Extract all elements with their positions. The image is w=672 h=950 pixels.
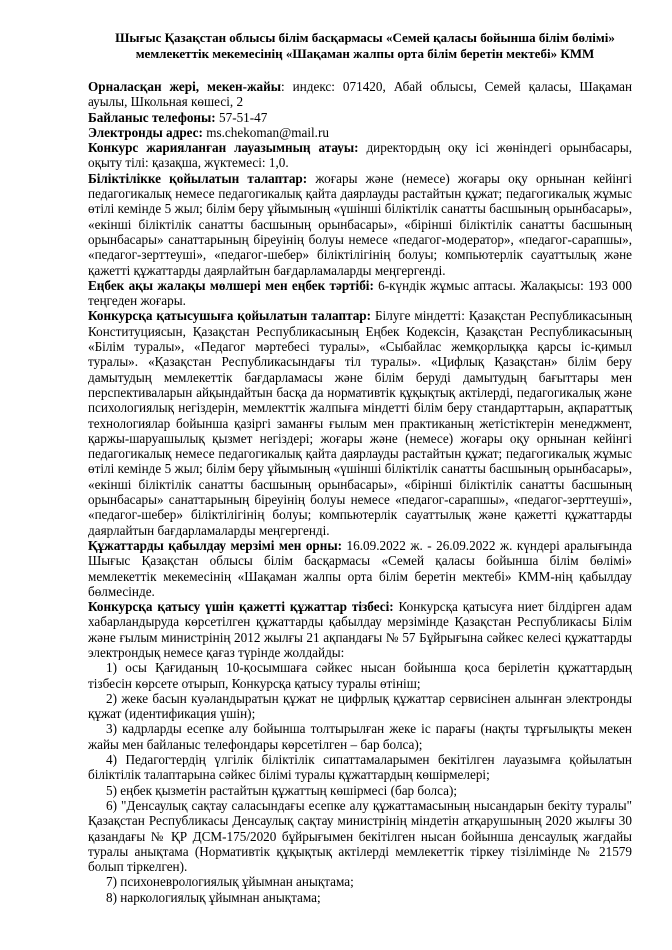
title-line-2: мемлекеттік мекемесінің «Шақаман жалпы орта білім беретін мектебі» КММ xyxy=(135,45,595,61)
list-item: 3) кадрларды есепке алу бойынша толтырылған жеке іс парағы (нақты тұрғылықты мекен жайы мен байланыс телефондары көрсетілген – бар болса); xyxy=(88,721,632,752)
field-email xyxy=(88,125,632,140)
field-label: Конкурсқа қатысу үшін қажетті құжаттар тізбесі: xyxy=(88,599,394,615)
field-value: : индекс: 071420, Абай облысы, Семей қаласы, Шақаман ауылы, Школьная көшесі, 2 xyxy=(88,79,633,110)
field-label: Құжаттарды қабылдау мерзімі мен орны: xyxy=(88,537,343,553)
field-label: Конкурсқа қатысушыға қойылатын талаптар: xyxy=(88,308,372,324)
list-item: 1) осы Қағиданың 10-қосымшаға сәйкес нысан бойынша қоса берілетін құжаттардың тізбесін көрсете отырып, Конкурсқа қатысу туралы өтініш; xyxy=(88,660,632,691)
list-item: 4) Педагогтердің үлгілік біліктілік сипаттамаларымен бекітілген лауазымға қойылатын біліктілік талаптарына сәйкес білімі туралы құжаттардың көшірмелері; xyxy=(88,752,632,783)
field-documents xyxy=(88,599,632,660)
list-item: 6) "Денсаулық сақтау саласындағы есепке алу құжаттамасының нысандарын бекіту туралы" Қазақстан Республикасы Денсаулық сақтау министрінің міндетін атқарушының 2020 жылғы 30 қазандағы № ҚР ДСМ-175/2020 бұйрығымен бекітілген нысан бойынша денсаулық жағдайы туралы анықтама (Нормативтік құқықтық актілерді мемлекеттік тіркеу тізілімінде № 21579 болып тіркелген). xyxy=(88,797,632,875)
list-item: 8) наркологиялық ұйымнан анықтама; xyxy=(106,889,321,905)
field-label: Конкурс жарияланған лауазымның атауы: xyxy=(88,140,359,156)
document-title xyxy=(88,30,642,61)
field-value: 16.09.2022 ж. - 26.09.2022 ж. күндері аралығында Шығыс Қазақстан облысы білім басқармасы «Семей қаласы бойынша білім бөлімі» мемлекеттік мекемесінің «Шақаман жалпы орта білім беретін мектебі» КММ-нің қабылдау бөлмесінде. xyxy=(88,537,632,599)
field-value: жоғары және (немесе) жоғары оқу орнынан кейінгі педагогикалық немесе педагогикалық қайта даярлауды растайтын құжат; педагогикалық жұмыс өтілі кемінде 5 жыл; білім беру ұйымының «үшінші біліктілік санатты басшының орынбасары», «екінші біліктілік санатты басшының орынбасары», «бірінші біліктілік санатты басшының орынбасары» санаттарының біреуінің болуы немесе «педагог-модератор», «педагог-сарапшы», «педагог-зерттеуші», «педагог-шебер» біліктілігінің болуы; компьютерлік сауаттылық және қажетті құжаттарды даярлайтын бағдарламаларды меңгергенді. xyxy=(88,170,632,278)
list-item: 7) психоневрологиялық ұйымнан анықтама; xyxy=(106,874,354,890)
field-address xyxy=(88,79,632,110)
field-value: 6-күндік жұмыс аптасы. Жалақысы: 193 000 теңгеден жоғары. xyxy=(88,277,632,309)
title-line-1: Шығыс Қазақстан облысы білім басқармасы «Семей қаласы бойынша білім бөлімі» xyxy=(115,30,615,45)
field-value: директордың оқу ісі жөніндегі орынбасары, оқыту тілі: қазақша, жүктемесі: 1,0. xyxy=(88,140,632,171)
field-qualification xyxy=(88,171,632,278)
field-position xyxy=(88,140,632,171)
field-value: Конкурсқа қатысуға ниет білдірген адам хабарландыруда көрсетілген құжаттарды қабылдау мерзімінде Қазақстан Республикасы Білім және ғылым министрінің 2012 жылғы 21 ақпандағы № 57 Бұйрығына сәйкес келесі құжаттарды электрондық немесе қағаз түрінде жолдайды: xyxy=(88,599,632,660)
list-item: 2) жеке басын куәландыратын құжат не цифрлық құжаттар сервисінен алынған электронды құжат (идентификация үшін); xyxy=(88,690,632,722)
field-label: Еңбек ақы жалақы мөлшері мен еңбек тәртібі: xyxy=(88,277,374,293)
field-deadline xyxy=(88,538,632,599)
field-phone xyxy=(88,110,632,125)
field-value: ms.chekoman@mail.ru xyxy=(202,124,329,140)
field-label: Байланыс телефоны: xyxy=(88,109,216,125)
field-salary xyxy=(88,278,632,309)
field-label: Орналасқан жері, мекен-жайы xyxy=(88,79,282,94)
field-label: Біліктілікке қойылатын талаптар: xyxy=(88,170,308,186)
field-value: Білуге міндетті: Қазақстан Республикасының Конституциясын, Қазақстан Республикасының Еңбек Кодексін, Қазақстан Республикасының «Білім туралы», «Педагог мәртебесі туралы», «Сыбайлас жемқорлыққа қарсы іс-қимыл туралы». «Қазақстан Республикасындағы тіл туралы». «Цифлық Қазақстан» білім беру дамытудың мемлекеттік бағдарламасы және білім беруді дамытудың бағыттары мен перспективаларын айқындайтын басқа да нормативтік құқықтық актілерді, педагогикалық және психологиялық негіздерін, мемлекттік жалпыға міндетті білім беру стандарттарын, ақпараттық технологиялар бойынша қазіргі заманғы ғылым мен практиканың жетістіктерін менеджмент, қаржы-шаруашылық қызмет негіздері; жоғары және (немесе) жоғары оқу орнынан кейінгі педагогикалық немесе педагогикалық қайта даярлауды растайтын құжат; педагогикалық жұмыс өтілі кемінде 5 жыл; білім беру ұйымының «үшінші біліктілік санатты басшының орынбасары», «екінші біліктілік санатты басшының орынбасары», «бірінші біліктілік санатты басшының орынбасары» санаттарының біреуінің болуы немесе «педагог-сарапшы», «педагог-зерттеуші», «педагог-шебер» біліктілігінің болуы; компьютерлік сауаттылық және қажетті құжаттарды даярлайтын бағдарламаларды меңгергенді. xyxy=(88,308,632,538)
field-value: 57-51-47 xyxy=(215,109,268,125)
field-label: Электронды адрес: xyxy=(88,124,203,140)
documents-list xyxy=(88,660,632,905)
list-item: 5) еңбек қызметін растайтын құжаттың көшірмесі (бар болса); xyxy=(106,782,458,798)
field-requirements xyxy=(88,308,632,537)
